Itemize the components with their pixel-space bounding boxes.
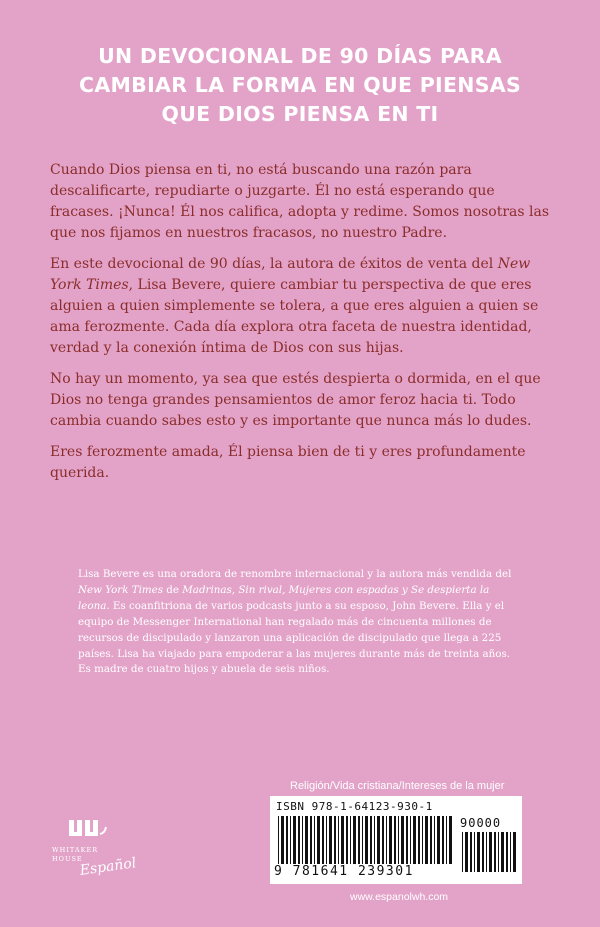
category-label: Religión/Vida cristiana/Intereses de la mujer — [290, 780, 505, 792]
website-url: www.espanolwh.com — [350, 891, 449, 903]
logo-text-house: HOUSE — [52, 855, 83, 863]
headline-line-3: QUE DIOS PIENSA EN TI — [161, 102, 439, 126]
author-bio: Lisa Bevere es una oradora de renombre internacional y la autora más vendida del New York Times de Madrinas, Sin rival, Mujeres con espadas y Se despierta la leona. Es coanfitriona de varios podcasts junto a su esposo, John Bevere. Ella y el equipo de Messenger International han regalado más de cincuenta millones de recursos de discipulado y lanzaron una aplicación de discipulado que llega a 225 países. Lisa ha viajado para empoderar a las mujeres durante más de treinta años. Es madre de cuatro hijos y abuela de seis niños. — [78, 568, 512, 676]
headline — [20, 42, 580, 129]
description-paragraph-2: En este devocional de 90 días, la autora de éxitos de venta del New York Times, Lisa Bevere, quiere cambiar tu perspectiva de que eres alguien a quien simplemente se tolera, a que eres alguien a quien se ama ferozmente. Cada día explora otra faceta de nuestra identidad, verdad y la conexión íntima de Dios con sus hijas. — [50, 256, 539, 356]
ean-barcode-bars — [278, 816, 454, 864]
whitaker-w-icon — [69, 818, 107, 842]
ean-code: 9 781641 239301 — [274, 864, 414, 879]
headline-line-1: UN DEVOCIONAL DE 90 DÍAS PARA — [98, 44, 502, 68]
addon-barcode-bars — [462, 832, 518, 872]
newspaper-title: New York Times — [50, 256, 531, 293]
description-paragraph-4: Eres ferozmente amada, Él piensa bien de ti y eres profundamente querida. — [50, 444, 526, 481]
publisher-logo — [52, 818, 142, 896]
addon-code: 90000 — [460, 816, 502, 830]
description-paragraph-1: Cuando Dios piensa en ti, no está buscando una razón para descalificarte, repudiarte o juzgarte. Él no está esperando que fracases. ¡Nunca! Él nos califica, adopta y redime. Somos nosotras las que nos fijamos en nuestros fracasos, no nuestro Padre. — [50, 162, 550, 241]
book-titles: Madrinas, Sin rival, Mujeres con espadas y Se despierta la leona — [78, 583, 490, 612]
description — [50, 160, 550, 494]
description-paragraph-3: No hay un momento, ya sea que estés despierta o dormida, en el que Dios no tenga grandes pensamientos de amor feroz hacia ti. Todo cambia cuando sabes esto y es importante que nunca más lo dudes. — [50, 371, 541, 429]
logo-text-whitaker: WHITAKER — [52, 846, 99, 854]
barcode — [270, 796, 522, 884]
isbn-text: ISBN 978-1-64123-930-1 — [276, 800, 433, 813]
headline-line-2: CAMBIAR LA FORMA EN QUE PIENSAS — [78, 73, 522, 97]
logo-text-espanol: Español — [78, 855, 138, 879]
